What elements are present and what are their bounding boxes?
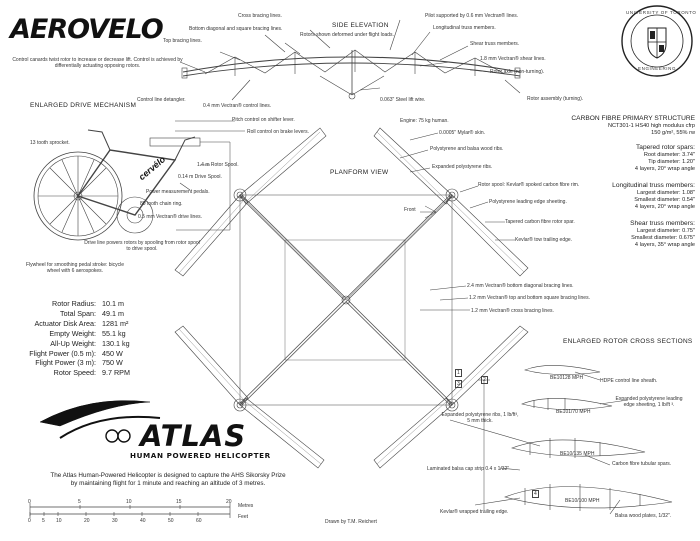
- structure-group-line: Largest diameter: 1.08": [637, 190, 695, 196]
- spec-value: 9.7 RPM: [102, 368, 130, 378]
- feet-tick: 50: [168, 518, 174, 524]
- metres-tick: 0: [28, 499, 31, 505]
- spec-row: [12, 309, 144, 319]
- engine-note: Engine: 75 kg human.: [400, 118, 449, 124]
- rotor-assembly-note: Rotor assembly (turning).: [527, 96, 584, 102]
- spec-value: 130.1 kg: [102, 338, 130, 348]
- pilot-support-note: Pilot supported by 0.6 mm Vectran® lines.: [425, 13, 519, 19]
- caption-line-1: The Atlas Human-Powered Helicopter is designed to capture the AHS Sikorsky Prize: [50, 472, 286, 479]
- material-line: NCT301-1 HS40 high modulus cfrp: [607, 123, 695, 129]
- longitudinal-note: Longitudinal truss members.: [433, 25, 496, 31]
- kevlar-te-note: Kevlar® wrapped trailing edge.: [440, 509, 509, 515]
- structure-group-line: Smallest diameter: 0.54": [634, 197, 695, 203]
- vectran-shear-note: 1.8 mm Vectran® shear lines.: [480, 56, 546, 62]
- drive-line-power-note: Drive line powers rotors by spooling from rotor spool to drive spool.: [84, 240, 200, 252]
- roll-control-note: Roll control on brake levers.: [247, 129, 309, 135]
- structure-group-line: Largest diameter: 0.75": [637, 228, 695, 234]
- hdpe-note: HDPE control line sheath.: [600, 378, 658, 384]
- spec-row: [12, 349, 144, 359]
- metres-tick: 15: [176, 499, 182, 505]
- feet-tick: 5: [42, 518, 45, 524]
- structure-group-line: Root diameter: 3.74": [643, 152, 695, 158]
- section-marker: 1: [457, 370, 460, 376]
- spec-row: [12, 299, 144, 309]
- section-marker: 3: [457, 381, 460, 387]
- foam-ribs-section-note: Expanded polystyrene ribs, 1 lb/ft³, 5 mm thick.: [441, 412, 519, 424]
- spec-row: [12, 368, 144, 378]
- metres-tick: 20: [226, 499, 232, 505]
- spec-row: [12, 329, 144, 339]
- scale-metres-label: Metres: [238, 503, 254, 509]
- sprocket-note: 13 tooth sprocket.: [30, 140, 70, 146]
- spec-label: Rotor Radius:: [52, 299, 96, 308]
- scale-bar: [30, 503, 230, 518]
- spec-label: All-Up Weight:: [50, 338, 96, 348]
- spec-row: [12, 339, 144, 349]
- feet-tick: 30: [112, 518, 118, 524]
- seal-text-top: UNIVERSITY OF TORONTO: [626, 10, 697, 15]
- structure-group-line: Smallest diameter: 0.675": [631, 235, 695, 241]
- drawn-by-credit: Drawn by T.M. Reichert: [325, 519, 377, 525]
- spec-value: 10.1 m: [102, 299, 124, 308]
- seal-text-bottom: ENGINEERING: [638, 66, 677, 71]
- pitch-control-note: Pitch control on shifter lever.: [232, 117, 295, 123]
- rotor-spool-note: 1.4 m Rotor Spool.: [197, 162, 239, 168]
- flywheel-note: Flywheel for smoothing pedal stroke: bicycle wheel with 6 aerospokes.: [25, 262, 125, 274]
- side-elevation-title: SIDE ELEVATION: [332, 22, 389, 29]
- structure-group-line: 4 layers, 35° wrap angle: [634, 242, 695, 248]
- specifications-table: [12, 299, 144, 378]
- spec-label: Rotor Speed:: [53, 368, 96, 378]
- atlas-logo-text: ATLAS: [140, 419, 247, 453]
- square-bracing-lines-note: 1.2 mm Vectran® top and bottom square bracing lines.: [469, 295, 590, 301]
- section-label: BE101/70 MPH: [556, 409, 591, 415]
- tapered-spar-note: Tapered carbon fibre rotor spar.: [505, 219, 575, 225]
- aerovelo-logo: AEROVELO: [10, 14, 163, 45]
- spec-label: Actuator Disk Area:: [34, 318, 96, 328]
- drive-mechanism-drawing: [34, 121, 245, 240]
- leading-edge-note: Polystyrene leading edge sheeting.: [489, 199, 567, 205]
- steel-wire-note: 0.063" Steel lift wire.: [380, 97, 426, 103]
- spec-label: Flight Power (0.5 m):: [29, 348, 96, 358]
- balsa-ribs-note: Polystyrene and balsa wood ribs.: [430, 146, 504, 152]
- spec-value: 55.1 kg: [102, 328, 126, 338]
- scale-feet-label: Feet: [238, 514, 249, 520]
- kevlar-tow-note: Kevlar® tow trailing edge.: [515, 237, 573, 243]
- spec-value: 750 W: [102, 358, 123, 368]
- laminated-cap-note: Laminated balsa cap strip 0.4 x 1/32": [427, 466, 510, 472]
- spec-label: Total Span:: [60, 308, 96, 318]
- section-label: BE10/135 MPH: [560, 451, 595, 457]
- bike-brand-label: cervélo: [136, 154, 168, 183]
- cross-section-drawings: [450, 365, 672, 514]
- metres-tick: 10: [126, 499, 132, 505]
- spec-label: Flight Power (3 m):: [35, 358, 96, 368]
- balsa-plates-note: Balsa wood plates, 1/32".: [615, 513, 672, 519]
- side-elevation-subtitle: Rotors shown deformed under flight loads.: [300, 32, 394, 38]
- bottom-diagonal-lines-note: 2.4 mm Vectran® bottom diagonal bracing lines.: [467, 283, 574, 289]
- control-note: Control canards twist rotor to increase or decrease lift. Control is achieved by differentially actuating opposing rotors.: [12, 57, 183, 69]
- carbon-tube-note: Carbon fibre tubular spars.: [612, 461, 672, 467]
- mylar-note: 0.0005" Mylar® skin.: [439, 130, 486, 136]
- metres-tick: 5: [78, 499, 81, 505]
- caption: [18, 472, 318, 488]
- material-line: 150 g/m², 55% rw: [651, 130, 695, 136]
- shear-note: Shear truss members.: [470, 41, 520, 47]
- chain-ring-note: 80 tooth chain ring.: [140, 201, 183, 207]
- feet-tick: 10: [56, 518, 62, 524]
- spec-row: [12, 319, 144, 329]
- feet-tick: 60: [196, 518, 202, 524]
- section-label: BE10128 MPH: [550, 375, 584, 381]
- section-marker: 4: [534, 491, 537, 497]
- feet-tick: 0: [28, 518, 31, 524]
- atlas-subtitle: HUMAN POWERED HELICOPTER: [130, 451, 271, 460]
- drive-lines-note: 0.5 mm Vectran® drive lines.: [138, 214, 202, 220]
- spec-row: [12, 358, 144, 368]
- vectran-control-note: 0.4 mm Vectran® control lines.: [203, 103, 272, 109]
- carbon-structure-title: CARBON FIBRE PRIMARY STRUCTURE: [571, 115, 695, 122]
- feet-tick: 40: [140, 518, 146, 524]
- foam-ribs-note: Expanded polystyrene ribs.: [432, 164, 493, 170]
- caption-line-2: by maintaining flight for 1 minute and reaching an altitude of 3 metres.: [70, 480, 266, 487]
- front-label: Front: [404, 207, 416, 213]
- spec-label: Empty Weight:: [49, 328, 96, 338]
- bottom-diagonal-note: Bottom diagonal and square bracing lines.: [189, 26, 283, 32]
- power-pedals-note: Power measurement pedals.: [146, 189, 210, 195]
- section-label: BE10/100 MPH: [565, 498, 600, 504]
- control-detangler-note: Control line detangler.: [137, 97, 186, 103]
- drive-spool-note: 0.14 m Drive Spool.: [178, 174, 222, 180]
- structure-group-title: Shear truss members:: [630, 220, 695, 227]
- cross-bracing-note: Cross bracing lines.: [238, 13, 282, 19]
- section-marker: 2: [483, 377, 486, 383]
- spec-value: 450 W: [102, 348, 123, 358]
- carbon-structure-block: [560, 114, 695, 249]
- drive-mechanism-title: ENLARGED DRIVE MECHANISM: [30, 102, 137, 109]
- spec-value: 1281 m²: [102, 318, 129, 328]
- feet-tick: 20: [84, 518, 90, 524]
- rotor-axle-note: Rotor axle (non-turning).: [490, 69, 545, 75]
- structure-group-line: 4 layers, 20° wrap angle: [634, 204, 695, 210]
- planform-title: PLANFORM VIEW: [330, 169, 389, 176]
- structure-group-title: Tapered rotor spars:: [635, 144, 695, 151]
- structure-group-line: 4 layers, 20° wrap angle: [634, 166, 695, 172]
- cross-bracing-lines-note: 1.2 mm Vectran® cross bracing lines.: [471, 308, 554, 314]
- expanded-leading-note: Expanded polystyrene leading edge sheeting, 1 lb/ft ³.: [615, 396, 683, 408]
- cross-sections-title: ENLARGED ROTOR CROSS SECTIONS: [563, 338, 693, 345]
- spec-value: 49.1 m: [102, 308, 124, 318]
- kevlar-spoked-note: Rotor spool: Kevlar® spoked carbon fibre rim.: [478, 182, 580, 188]
- structure-group-title: Longitudinal truss members:: [612, 182, 695, 189]
- structure-group-line: Tip diameter: 1.20": [648, 159, 695, 165]
- top-bracing-note: Top bracing lines.: [163, 38, 202, 44]
